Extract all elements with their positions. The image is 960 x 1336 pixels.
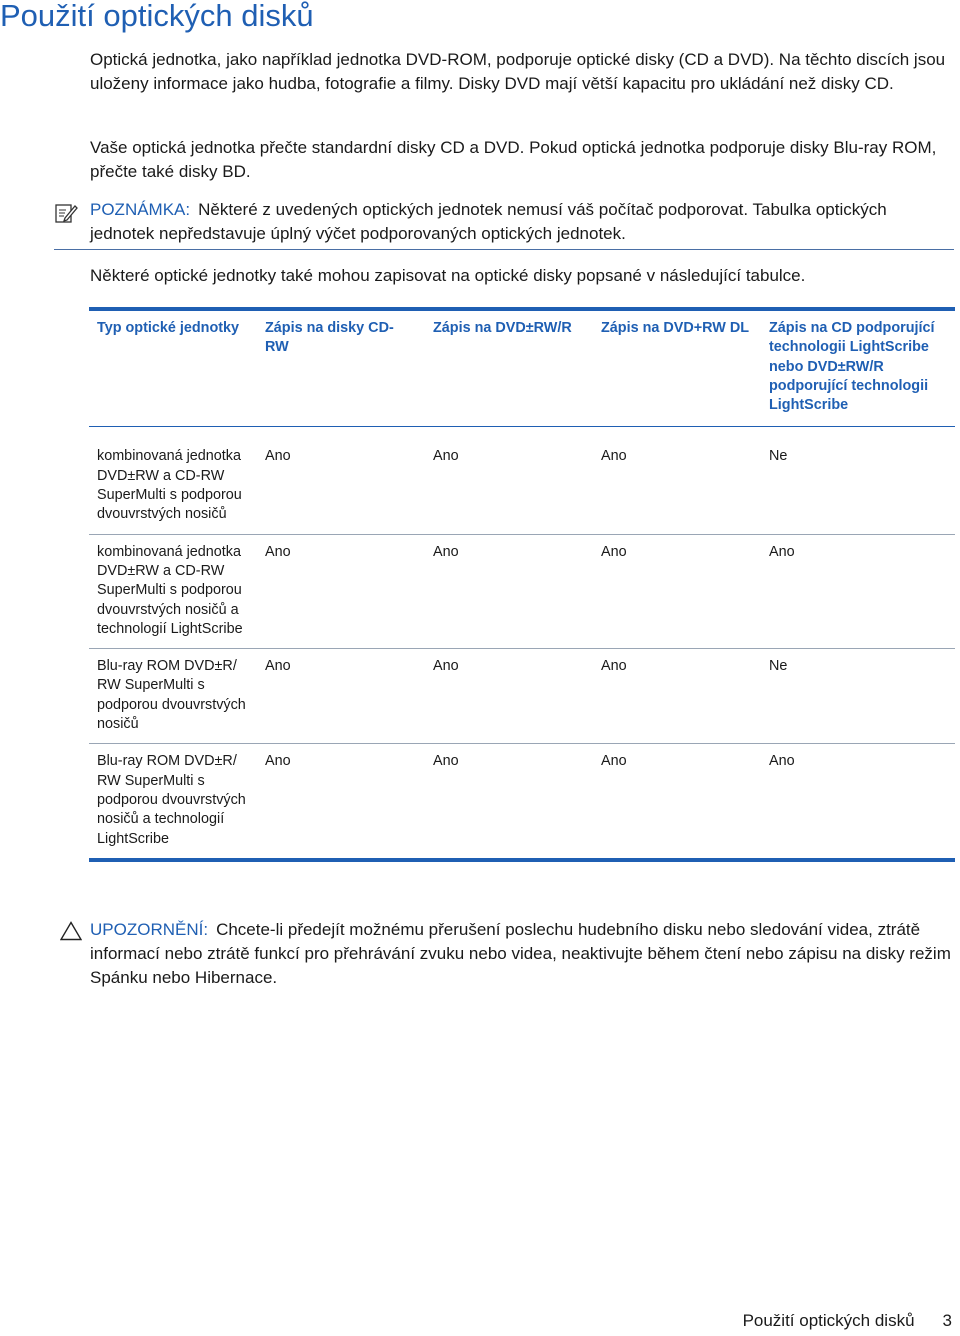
warning-triangle-icon xyxy=(60,921,82,941)
cell-dvd-rw-dl: Ano xyxy=(601,448,627,465)
header-cd-rw: Zápis na disky CD-RW xyxy=(265,320,394,356)
cell-dvd-rw-dl: Ano xyxy=(601,753,627,770)
write-support-paragraph: Některé optické jednotky také mohou zapisovat na optické disky popsané v následující tabulce. xyxy=(90,266,806,285)
read-support-paragraph: Vaše optická jednotka přečte standardní disky CD a DVD. Pokud optická jednotka podporuje disky Blu-ray ROM, přečte také disky BD. xyxy=(90,138,937,181)
cell-cd-rw: Ano xyxy=(265,658,291,675)
table-row xyxy=(89,534,955,648)
header-drive-type: Typ optické jednotky xyxy=(97,320,240,336)
cell-dvd-rw-r: Ano xyxy=(433,658,459,675)
cell-cd-rw: Ano xyxy=(265,753,291,770)
cell-dvd-rw-r: Ano xyxy=(433,448,459,465)
caution-text: Chcete-li předejít možnému přerušení poslechu hudebního disku nebo sledování videa, ztrátě informací nebo ztrátě funkcí pro přehrávání zvuku nebo videa, neaktivujte během čtení nebo zápisu na disky režim Spánku nebo Hibernace. xyxy=(90,920,951,987)
optical-drives-table xyxy=(89,307,955,862)
cell-drive-type: Blu-ray ROM DVD±R/ RW SuperMulti s podporou dvouvrstvých nosičů a technologií LightScribe xyxy=(97,753,246,847)
cell-dvd-rw-dl: Ano xyxy=(601,543,627,560)
cell-lightscribe: Ne xyxy=(769,448,788,465)
header-dvd-rw-r: Zápis na DVD±RW/R xyxy=(433,320,572,336)
cell-cd-rw: Ano xyxy=(265,543,291,560)
cell-dvd-rw-r: Ano xyxy=(433,543,459,560)
page-footer xyxy=(743,1311,952,1331)
note-box xyxy=(54,198,954,250)
footer-section-title: Použití optických disků xyxy=(742,1311,915,1330)
cell-lightscribe: Ne xyxy=(769,658,788,675)
table-row xyxy=(89,649,955,744)
caution-label: UPOZORNĚNÍ: xyxy=(90,920,209,939)
table-header-row xyxy=(89,309,955,427)
note-label: POZNÁMKA: xyxy=(90,200,191,219)
cell-drive-type: Blu-ray ROM DVD±R/ RW SuperMulti s podporou dvouvrstvých nosičů xyxy=(97,658,246,733)
caution-box xyxy=(60,918,955,990)
cell-lightscribe: Ano xyxy=(769,753,795,770)
intro-paragraph: Optická jednotka, jako například jednotka DVD-ROM, podporuje optické disky (CD a DVD). Na těchto discích jsou uloženy informace jako hudba, fotografie a filmy. Disky DVD mají větší kapacitu pro ukládání než disky CD. xyxy=(90,50,946,93)
cell-dvd-rw-dl: Ano xyxy=(601,658,627,675)
table-row xyxy=(89,427,955,534)
table-row xyxy=(89,744,955,860)
cell-drive-type: kombinovaná jednotka DVD±RW a CD-RW SuperMulti s podporou dvouvrstvých nosičů xyxy=(97,448,242,523)
note-text: Některé z uvedených optických jednotek nemusí váš počítač podporovat. Tabulka optických jednotek nepředstavuje úplný výčet podporovaných optických jednotek. xyxy=(90,200,887,243)
header-lightscribe: Zápis na CD podporující technologii LightScribe nebo DVD±RW/R podporující technologii LightScribe xyxy=(769,320,935,414)
page-number: 3 xyxy=(942,1311,952,1330)
cell-cd-rw: Ano xyxy=(265,448,291,465)
page-title: Použití optických disků xyxy=(0,0,314,33)
note-pencil-icon xyxy=(54,201,78,225)
cell-dvd-rw-r: Ano xyxy=(433,753,459,770)
header-dvd-rw-dl: Zápis na DVD+RW DL xyxy=(601,320,750,336)
cell-drive-type: kombinovaná jednotka DVD±RW a CD-RW SuperMulti s podporou dvouvrstvých nosičů a technologií LightScribe xyxy=(97,543,243,637)
cell-lightscribe: Ano xyxy=(769,543,795,560)
